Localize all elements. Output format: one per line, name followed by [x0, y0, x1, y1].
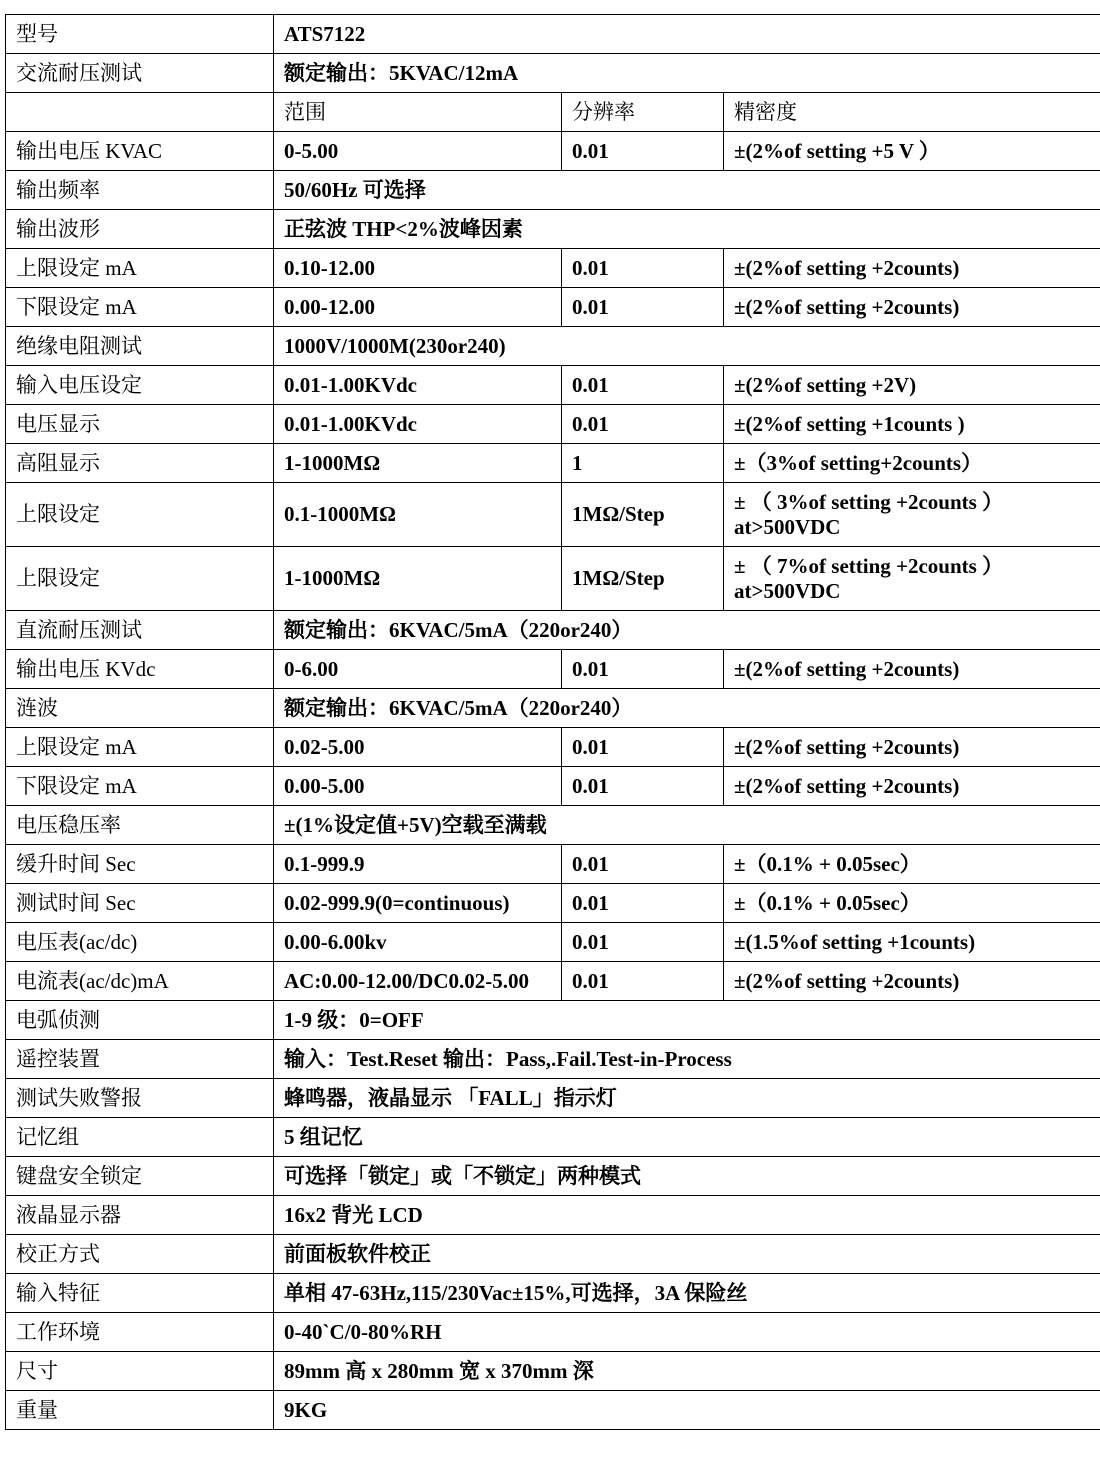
table-row [6, 54, 1100, 93]
row-value: 前面板软件校正 [274, 1235, 1100, 1274]
row-label: 测试时间 Sec [6, 884, 274, 923]
range-cell: 0.02-5.00 [274, 728, 562, 767]
accuracy-cell: ±(2%of setting +1counts ) [724, 405, 1100, 444]
row-value: 0-40`C/0-80%RH [274, 1313, 1100, 1352]
row-value: ±(1%设定值+5V)空载至满载 [274, 806, 1100, 845]
accuracy-cell: ±（0.1% + 0.05sec） [724, 884, 1100, 923]
row-label [6, 93, 274, 132]
resolution-cell: 0.01 [562, 249, 724, 288]
row-value: 额定输出：5KVAC/12mA [274, 54, 1100, 93]
resolution-cell: 0.01 [562, 767, 724, 806]
row-label: 输出频率 [6, 171, 274, 210]
row-label: 交流耐压测试 [6, 54, 274, 93]
accuracy-cell: ± （ 3%of setting +2counts ） at>500VDC [724, 483, 1100, 547]
accuracy-cell: ±(1.5%of setting +1counts) [724, 923, 1100, 962]
accuracy-cell: ±(2%of setting +2V) [724, 366, 1100, 405]
table-row [6, 288, 1100, 327]
row-label: 电压稳压率 [6, 806, 274, 845]
table-row [6, 1040, 1100, 1079]
range-cell: 0.00-6.00kv [274, 923, 562, 962]
row-label: 校正方式 [6, 1235, 274, 1274]
resolution-cell: 0.01 [562, 132, 724, 171]
accuracy-cell: ±(2%of setting +2counts) [724, 288, 1100, 327]
range-cell: 0-5.00 [274, 132, 562, 171]
accuracy-cell: ±(2%of setting +5 V ） [724, 132, 1100, 171]
row-value: 50/60Hz 可选择 [274, 171, 1100, 210]
table-row [6, 405, 1100, 444]
table-row [6, 689, 1100, 728]
table-row [6, 1274, 1100, 1313]
row-label: 尺寸 [6, 1352, 274, 1391]
table-row [6, 210, 1100, 249]
accuracy-cell: ±(2%of setting +2counts) [724, 767, 1100, 806]
row-label: 键盘安全锁定 [6, 1157, 274, 1196]
table-row [6, 767, 1100, 806]
table-row [6, 1079, 1100, 1118]
row-label: 输出波形 [6, 210, 274, 249]
row-label: 输入电压设定 [6, 366, 274, 405]
table-row [6, 1391, 1100, 1430]
table-row [6, 611, 1100, 650]
row-label: 工作环境 [6, 1313, 274, 1352]
table-row [6, 249, 1100, 288]
table-row [6, 845, 1100, 884]
row-label: 电弧侦测 [6, 1001, 274, 1040]
accuracy-cell: ±(2%of setting +2counts) [724, 728, 1100, 767]
row-label: 液晶显示器 [6, 1196, 274, 1235]
spec-table [5, 14, 1100, 1430]
resolution-cell: 0.01 [562, 366, 724, 405]
accuracy-cell: ±(2%of setting +2counts) [724, 962, 1100, 1001]
spec-table-body [6, 15, 1100, 1430]
table-row [6, 1313, 1100, 1352]
table-row [6, 483, 1100, 547]
table-row [6, 1001, 1100, 1040]
row-label: 绝缘电阻测试 [6, 327, 274, 366]
row-value: 额定输出：6KVAC/5mA（220or240） [274, 689, 1100, 728]
row-value: 1-9 级：0=OFF [274, 1001, 1100, 1040]
row-value: 正弦波 THP<2%波峰因素 [274, 210, 1100, 249]
column-header-range: 范围 [274, 93, 562, 132]
row-label: 上限设定 [6, 483, 274, 547]
table-row [6, 1157, 1100, 1196]
resolution-cell: 1 [562, 444, 724, 483]
row-value: 16x2 背光 LCD [274, 1196, 1100, 1235]
resolution-cell: 0.01 [562, 650, 724, 689]
row-label: 测试失败警报 [6, 1079, 274, 1118]
table-row [6, 1118, 1100, 1157]
table-row [6, 15, 1100, 54]
table-row [6, 962, 1100, 1001]
range-cell: 1-1000MΩ [274, 547, 562, 611]
row-value: 89mm 高 x 280mm 宽 x 370mm 深 [274, 1352, 1100, 1391]
range-cell: 0.01-1.00KVdc [274, 405, 562, 444]
range-cell: 0.00-12.00 [274, 288, 562, 327]
table-row [6, 728, 1100, 767]
resolution-cell: 0.01 [562, 845, 724, 884]
row-label: 记忆组 [6, 1118, 274, 1157]
row-value: 蜂鸣器，液晶显示 「FALL」指示灯 [274, 1079, 1100, 1118]
row-label: 电流表(ac/dc)mA [6, 962, 274, 1001]
row-value: 9KG [274, 1391, 1100, 1430]
row-label: 输入特征 [6, 1274, 274, 1313]
table-row [6, 650, 1100, 689]
row-label: 上限设定 mA [6, 249, 274, 288]
column-header-accuracy: 精密度 [724, 93, 1100, 132]
resolution-cell: 0.01 [562, 728, 724, 767]
row-label: 电压表(ac/dc) [6, 923, 274, 962]
row-label: 直流耐压测试 [6, 611, 274, 650]
row-label: 下限设定 mA [6, 767, 274, 806]
table-row [6, 806, 1100, 845]
range-cell: 0.1-1000MΩ [274, 483, 562, 547]
row-label: 重量 [6, 1391, 274, 1430]
row-value: ATS7122 [274, 15, 1100, 54]
table-row [6, 366, 1100, 405]
range-cell: 0.10-12.00 [274, 249, 562, 288]
table-row [6, 171, 1100, 210]
resolution-cell: 1MΩ/Step [562, 483, 724, 547]
row-label: 高阻显示 [6, 444, 274, 483]
row-value: 额定输出：6KVAC/5mA（220or240） [274, 611, 1100, 650]
table-row [6, 1196, 1100, 1235]
range-cell: 0.1-999.9 [274, 845, 562, 884]
table-row [6, 923, 1100, 962]
resolution-cell: 1MΩ/Step [562, 547, 724, 611]
row-value: 输入：Test.Reset 输出：Pass,.Fail.Test-in-Process [274, 1040, 1100, 1079]
row-label: 输出电压 KVdc [6, 650, 274, 689]
row-value: 5 组记忆 [274, 1118, 1100, 1157]
row-label: 上限设定 [6, 547, 274, 611]
accuracy-cell: ±（0.1% + 0.05sec） [724, 845, 1100, 884]
accuracy-cell: ± （ 7%of setting +2counts ） at>500VDC [724, 547, 1100, 611]
accuracy-cell: ±（3%of setting+2counts） [724, 444, 1100, 483]
table-row [6, 444, 1100, 483]
row-value: 1000V/1000M(230or240) [274, 327, 1100, 366]
table-row [6, 884, 1100, 923]
table-row [6, 1352, 1100, 1391]
accuracy-cell: ±(2%of setting +2counts) [724, 650, 1100, 689]
row-label: 电压显示 [6, 405, 274, 444]
row-label: 上限设定 mA [6, 728, 274, 767]
row-label: 下限设定 mA [6, 288, 274, 327]
range-cell: 0.00-5.00 [274, 767, 562, 806]
resolution-cell: 0.01 [562, 288, 724, 327]
row-label: 涟波 [6, 689, 274, 728]
resolution-cell: 0.01 [562, 405, 724, 444]
row-label: 遥控装置 [6, 1040, 274, 1079]
resolution-cell: 0.01 [562, 923, 724, 962]
row-value: 单相 47-63Hz,115/230Vac±15%,可选择，3A 保险丝 [274, 1274, 1100, 1313]
range-cell: 0.02-999.9(0=continuous) [274, 884, 562, 923]
row-value: 可选择「锁定」或「不锁定」两种模式 [274, 1157, 1100, 1196]
resolution-cell: 0.01 [562, 884, 724, 923]
range-cell: 0.01-1.00KVdc [274, 366, 562, 405]
table-row [6, 327, 1100, 366]
row-label: 型号 [6, 15, 274, 54]
range-cell: 1-1000MΩ [274, 444, 562, 483]
resolution-cell: 0.01 [562, 962, 724, 1001]
row-label: 缓升时间 Sec [6, 845, 274, 884]
column-header-resolution: 分辨率 [562, 93, 724, 132]
range-cell: AC:0.00-12.00/DC0.02-5.00 [274, 962, 562, 1001]
table-row [6, 1235, 1100, 1274]
row-label: 输出电压 KVAC [6, 132, 274, 171]
table-row [6, 547, 1100, 611]
table-row [6, 132, 1100, 171]
range-cell: 0-6.00 [274, 650, 562, 689]
table-header-row [6, 93, 1100, 132]
accuracy-cell: ±(2%of setting +2counts) [724, 249, 1100, 288]
